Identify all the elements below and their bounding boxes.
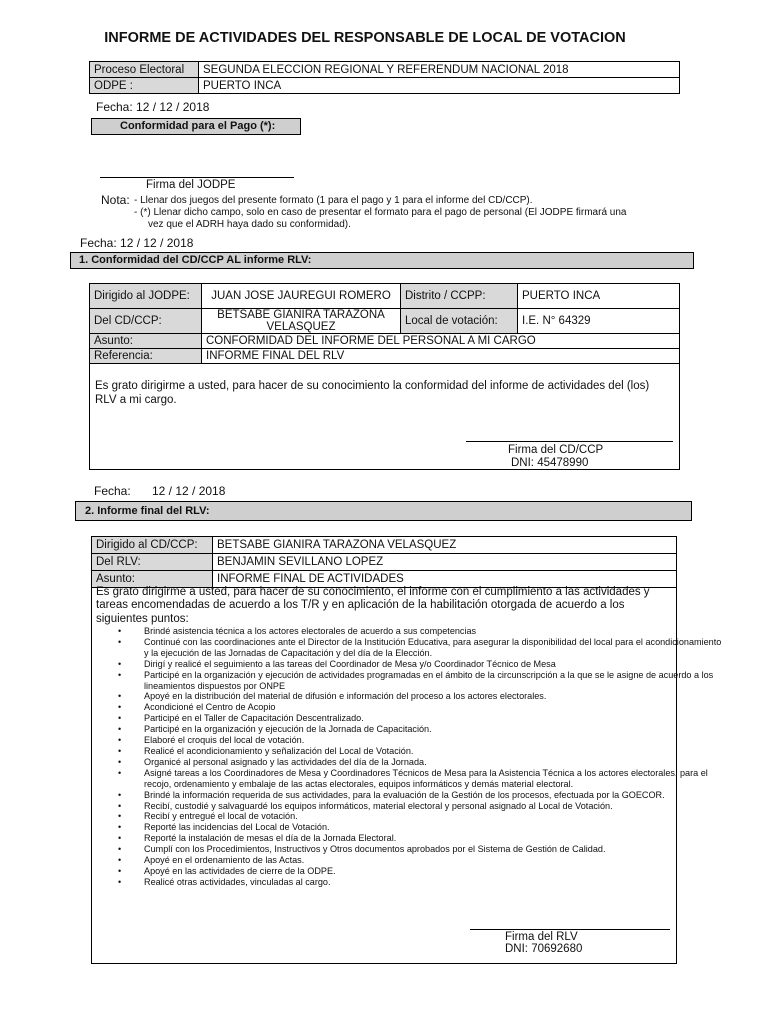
activity-item: • Realicé otras actividades, vinculadas al cargo. <box>144 877 724 888</box>
s1-ref-value: INFORME FINAL DEL RLV <box>202 349 680 364</box>
activity-item: • Continué con las coordinaciones ante el Director de la Institución Educativa, para asegurar la disponibilidad del local para el acondicionamiento y la ejecución de las Jornadas de Capacitación y del día de la Elección. <box>144 637 724 659</box>
section1-table <box>89 283 680 364</box>
nota-item-3: vez que el ADRH haya dado su conformidad). <box>148 219 351 230</box>
s2-dirigido-value: BETSABE GIANIRA TARAZONA VELASQUEZ <box>213 537 677 554</box>
activity-item: • Organicé al personal asignado y las actividades del día de la Jornada. <box>144 757 724 768</box>
proceso-label: Proceso Electoral <box>90 62 199 78</box>
odpe-label: ODPE : <box>90 78 199 94</box>
nota-label: Nota: <box>101 193 130 207</box>
activity-item: • Dirigí y realicé el seguimiento a las tareas del Coordinador de Mesa y/o Coordinador Técnico de Mesa <box>144 659 724 670</box>
activity-item: • Apoyé en el ordenamiento de las Actas. <box>144 855 724 866</box>
activity-item: • Asigné tareas a los Coordinadores de Mesa y Coordinadores Técnicos de Mesa para la Asistencia Técnica a los actores electorales, para el recojo, ordenamiento y embalaje de las actas electorales, equipos informáticos y demás material electoral. <box>144 768 724 790</box>
s2-asunto-value: INFORME FINAL DE ACTIVIDADES <box>213 571 677 588</box>
section2-intro: Es grato dirigirme a usted, para hacer de su conocimiento, el informe con el cumplimiento a las actividades y tareas encomendadas de acuerdo a los T/R y en aplicación de la habilitación otorgada de acuerdo a los siguientes puntos: <box>96 586 650 625</box>
fecha-1: Fecha: 12 / 12 / 2018 <box>96 100 210 114</box>
activity-item: • Realicé el acondicionamiento y señalización del Local de Votación. <box>144 746 724 757</box>
s1-dirigido-value: JUAN JOSE JAUREGUI ROMERO <box>202 284 401 309</box>
s1-del-value: BETSABE GIANIRA TARAZONA VELASQUEZ <box>202 309 401 334</box>
activity-item: • Recibí, custodié y salvaguardé los equipos informáticos, material electoral y personal asignado al Local de Votación. <box>144 801 724 812</box>
activity-item: • Reporté la instalación de mesas el día de la Jornada Electoral. <box>144 833 724 844</box>
s1-ref-label: Referencia: <box>90 349 202 364</box>
activity-item: • Apoyé en las actividades de cierre de la ODPE. <box>144 866 724 877</box>
s2-dirigido-label: Dirigido al CD/CCP: <box>92 537 213 554</box>
activity-item: • Brindé asistencia técnica a los actores electorales de acuerdo a sus competencias <box>144 626 724 637</box>
s1-dirigido-label: Dirigido al JODPE: <box>90 284 202 309</box>
s1-asunto-value: CONFORMIDAD DEL INFORME DEL PERSONAL A MI CARGO <box>202 334 680 349</box>
activity-item: • Recibí y entregué el local de votación. <box>144 811 724 822</box>
s2-dni: DNI: 70692680 <box>505 943 583 955</box>
fecha-2: Fecha: 12 / 12 / 2018 <box>80 236 194 250</box>
s1-local-label: Local de votación: <box>401 309 518 334</box>
activity-item: • Participé en la organización y ejecución de la Jornada de Capacitación. <box>144 724 724 735</box>
section1-body: Es grato dirigirme a usted, para hacer de su conocimiento la conformidad del informe de actividades del (los) RLV a mi cargo. <box>95 380 650 406</box>
activity-item: • Participé en el Taller de Capacitación Descentralizado. <box>144 713 724 724</box>
s2-del-value: BENJAMIN SEVILLANO LOPEZ <box>213 554 677 571</box>
s2-firma: Firma del RLV <box>505 931 578 943</box>
fecha-3-label: Fecha: <box>94 484 131 498</box>
cdccp-signature-line <box>466 441 673 442</box>
activity-item: • Reporté las incidencias del Local de Votación. <box>144 822 724 833</box>
odpe-value: PUERTO INCA <box>199 78 680 94</box>
s1-local-value: I.E. N° 64329 <box>518 309 680 334</box>
nota-item-2: - (*) Llenar dicho campo, solo en caso de presentar el formato para el pago de personal (El JODPE firmará una <box>134 207 627 218</box>
s2-del-label: Del RLV: <box>92 554 213 571</box>
s1-asunto-label: Asunto: <box>90 334 202 349</box>
conformidad-pago-bar: Conformidad para el Pago (*): <box>91 118 301 135</box>
activity-item: • Acondicioné el Centro de Acopio <box>144 702 724 713</box>
fecha-3-value: 12 / 12 / 2018 <box>152 484 226 498</box>
rlv-signature-line <box>470 929 670 930</box>
s1-del-label: Del CD/CCP: <box>90 309 202 334</box>
activity-item: • Participé en la organización y ejecución de actividades programadas en el ámbito de la circunscripción a la que se le asigne de acuerdo a los lineamientos dispuestos por ONPE <box>144 670 724 692</box>
s1-distrito-label: Distrito / CCPP: <box>401 284 518 309</box>
activity-item: • Apoyé en la distribución del material de difusión e información del proceso a los actores electorales. <box>144 691 724 702</box>
activity-item: • Brindé la información requerida de sus actividades, para la evaluación de la Gestión de los procesos, efectuada por la GOECOR. <box>144 790 724 801</box>
firma-jodpe: Firma del JODPE <box>146 179 236 191</box>
activity-item: • Cumplí con los Procedimientos, Instructivos y Otros documentos aprobados por el Sistema de Gestión de Calidad. <box>144 844 724 855</box>
nota-item-1: - Llenar dos juegos del presente formato (1 para el pago y 1 para el informe del CD/CCP). <box>134 195 533 206</box>
s2-asunto-label: Asunto: <box>92 571 213 588</box>
s1-distrito-value: PUERTO INCA <box>518 284 680 309</box>
document-title: INFORME DE ACTIVIDADES DEL RESPONSABLE DE LOCAL DE VOTACION <box>104 30 626 46</box>
section1-heading: 1. Conformidad del CD/CCP AL informe RLV: <box>70 252 694 269</box>
s1-firma: Firma del CD/CCP <box>508 444 604 456</box>
section2-table <box>91 536 677 588</box>
section2-heading: 2. Informe final del RLV: <box>75 501 692 521</box>
activity-item: • Elaboré el croquis del local de votación. <box>144 735 724 746</box>
proceso-value: SEGUNDA ELECCION REGIONAL Y REFERENDUM NACIONAL 2018 <box>199 62 680 78</box>
jodpe-signature-line <box>100 177 294 178</box>
header-table <box>89 61 680 94</box>
activities-list <box>90 626 724 888</box>
s1-dni: DNI: 45478990 <box>511 457 589 469</box>
